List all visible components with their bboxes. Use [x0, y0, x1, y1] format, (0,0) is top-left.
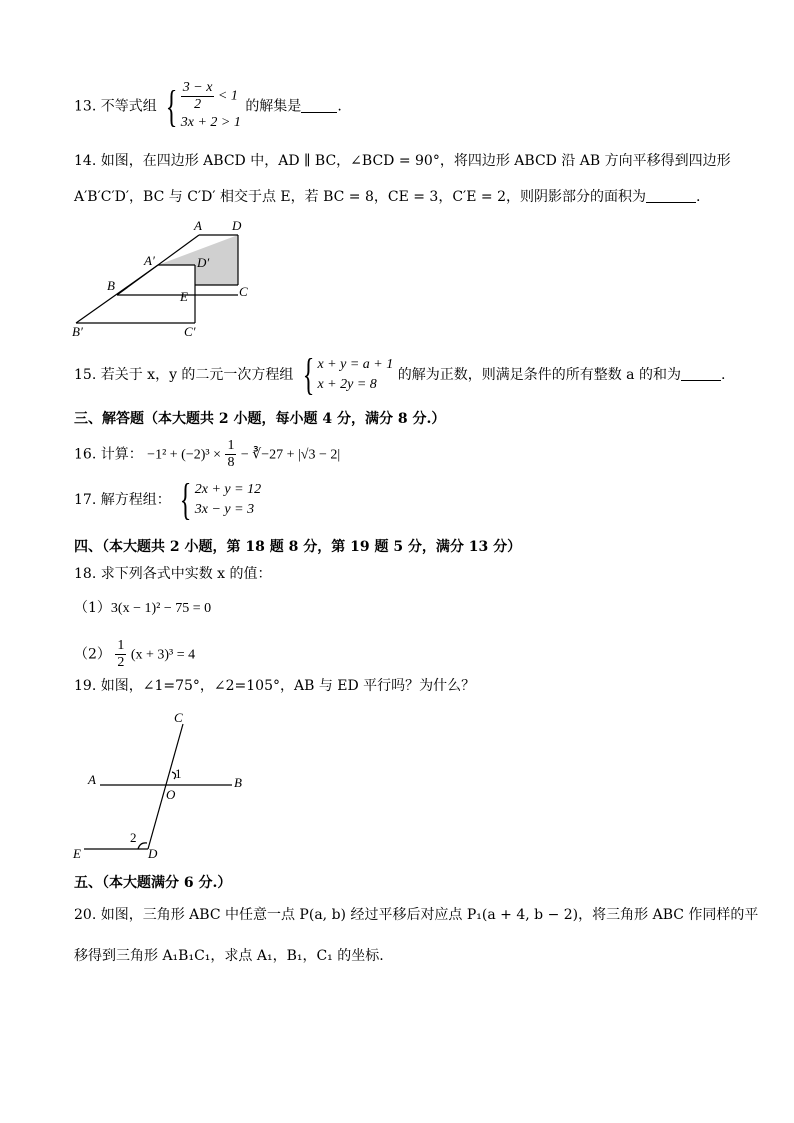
label-A: A: [194, 218, 202, 233]
question-16: [74, 438, 340, 471]
fraction-numerator: 1: [227, 438, 235, 453]
fraction: [181, 80, 215, 113]
label-E: E: [180, 289, 188, 304]
fraction-numerator: 1: [117, 638, 125, 653]
fraction-denominator: 2: [194, 97, 202, 112]
expression-part-2: − ∛−27 + |√3 − 2|: [240, 447, 341, 463]
answer-blank: [646, 188, 696, 203]
period: .: [696, 189, 701, 205]
label-A: A: [88, 772, 96, 787]
question-text: 不等式组: [100, 98, 157, 115]
fraction: [225, 438, 236, 471]
label-angle-1: 1: [175, 766, 182, 781]
inequality-1-rest: < 1: [217, 88, 238, 104]
equation-1: 2x + y = 12: [194, 482, 262, 497]
question-14-line-2: [74, 187, 700, 207]
section-heading-4: 四、（本大题共 2 小题，第 18 题 8 分，第 19 题 5 分，满分 13 分）: [74, 539, 522, 555]
question-text: 若关于 x，y 的二元一次方程组: [100, 367, 294, 383]
angle-2-arc: [138, 843, 147, 849]
equation-2: x + 2y = 8: [317, 377, 377, 392]
part-label: （2）: [74, 646, 111, 663]
equation-2: 3x − y = 3: [194, 502, 255, 517]
part-expression: 3(x − 1)² − 75 = 0: [110, 601, 212, 616]
parallel-lines-figure: [68, 706, 258, 864]
label-O: O: [166, 787, 176, 802]
question-20-line-1: 20. 如图，三角形 ABC 中任意一点 P(a, b) 经过平移后对应点 P₁(a + 4, b − 2)，将三角形 ABC 作同样的平: [74, 907, 759, 923]
label-A-prime: A′: [144, 253, 155, 268]
question-19: 19. 如图，∠1=75°，∠2=105°，AB 与 ED 平行吗？为什么？: [74, 678, 476, 694]
inequality-2: 3x + 2 > 1: [180, 115, 241, 130]
period: .: [337, 98, 342, 115]
label-B: B: [107, 278, 115, 293]
fraction-denominator: 8: [227, 455, 235, 470]
label-C: C: [174, 710, 183, 725]
part-expression: (x + 3)³ = 4: [130, 647, 196, 663]
label-D-prime: D′: [197, 255, 210, 270]
label-angle-2: 2: [130, 830, 137, 845]
fraction: [115, 638, 126, 671]
question-18-part-2: [74, 638, 195, 671]
equation-1: x + y = a + 1: [317, 357, 394, 372]
question-18-part-1: [74, 598, 211, 619]
question-number: 17.: [74, 492, 97, 508]
question-text-suffix: 的解为正数，则满足条件的所有整数 a 的和为: [397, 367, 681, 383]
left-brace: {: [302, 350, 315, 399]
label-B: B: [234, 775, 242, 790]
fraction-numerator: 3 − x: [182, 80, 213, 95]
edge-B1A1: [76, 265, 158, 323]
answer-blank: [301, 98, 337, 113]
left-brace: {: [165, 81, 178, 131]
label-D: D: [148, 846, 158, 861]
question-text: 解方程组：: [100, 492, 171, 508]
section-heading-5: 五、（本大题满分 6 分.）: [74, 875, 232, 891]
question-15: [74, 350, 726, 399]
question-20-line-2: 移得到三角形 A₁B₁C₁，求点 A₁，B₁，C₁ 的坐标.: [74, 948, 384, 964]
period: .: [720, 367, 726, 383]
question-14-line-1: 14. 如图，在四边形 ABCD 中，AD ∥ BC，∠BCD = 90°，将四边形 ABCD 沿 AB 方向平移得到四边形: [74, 153, 731, 169]
left-brace: {: [179, 475, 192, 524]
question-number: 13.: [74, 98, 97, 115]
answer-blank: [681, 366, 721, 381]
label-D: D: [232, 218, 242, 233]
expression-part-1: −1² + (−2)³ ×: [147, 447, 221, 463]
quadrilateral-translation-figure: [60, 215, 260, 340]
question-18: 18. 求下列各式中实数 x 的值：: [74, 566, 272, 582]
question-number: 15.: [74, 367, 97, 383]
question-13: [74, 80, 342, 133]
equation-system: [195, 480, 261, 520]
label-C: C: [239, 284, 248, 299]
question-14-text: A′B′C′D′，BC 与 C′D′ 相交于点 E，若 BC = 8，CE = 3，C′E = 2，则阴影部分的面积为: [74, 189, 646, 205]
question-text: 计算：: [100, 446, 143, 463]
part-label: （1）: [74, 600, 111, 616]
label-E: E: [73, 846, 81, 861]
label-C-prime: C′: [184, 324, 196, 339]
section-heading-3: 三、解答题（本大题共 2 小题，每小题 4 分，满分 8 分.）: [74, 411, 446, 427]
question-text-suffix: 的解集是: [245, 98, 302, 115]
question-number: 16.: [74, 446, 97, 463]
inequality-system: [181, 80, 241, 133]
equation-system: [317, 355, 393, 395]
label-B-prime: B′: [72, 324, 83, 339]
question-17: [74, 475, 262, 524]
fraction-denominator: 2: [117, 655, 125, 670]
